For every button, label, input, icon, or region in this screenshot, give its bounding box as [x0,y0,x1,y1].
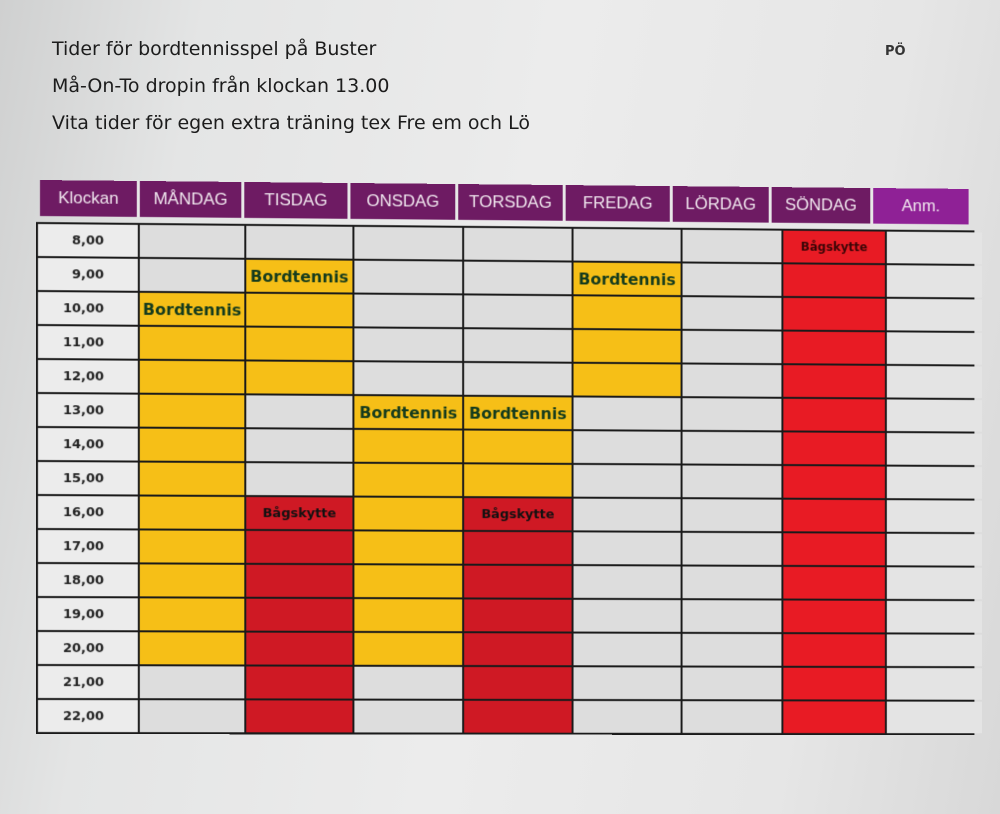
slot-cell [887,500,982,532]
author-initials: PÖ [885,44,906,59]
page-heading [52,34,530,145]
slot-cell [683,465,782,497]
bordtennis-cell [140,598,244,630]
slot-cell [887,634,982,666]
table-row [38,496,982,532]
bordtennis-cell [574,330,681,362]
bagskytte-cell [783,332,885,364]
bagskytte-cell [783,231,885,264]
bordtennis-cell [140,632,244,664]
bagskytte-cell [464,566,571,598]
bordtennis-cell [246,260,352,293]
slot-cell [354,667,462,699]
table-row [38,326,982,365]
slot-cell [574,667,681,699]
bordtennis-cell [354,498,462,530]
bagskytte-cell [783,701,885,733]
slot-cell [683,499,782,531]
slot-cell [683,432,782,464]
bagskytte-cell [464,633,571,665]
column-header-4: TORSDAG [458,184,565,221]
bagskytte-cell [783,399,885,431]
bordtennis-label: Bordtennis [578,269,676,289]
bagskytte-cell [783,365,885,397]
bordtennis-cell [140,327,244,360]
bordtennis-cell [574,263,681,296]
bagskytte-cell [783,668,885,700]
time-label: 20,00 [38,632,138,664]
bagskytte-cell [246,531,352,563]
table-row [38,224,982,264]
heading-line-2: Må-On-To dropin från klockan 13.00 [52,75,390,97]
slot-cell [354,328,462,361]
time-label: 10,00 [38,292,138,325]
bagskytte-label: Bågskytte [262,505,337,521]
slot-cell [683,566,782,598]
table-row [38,632,982,666]
slot-cell [574,532,681,564]
slot-cell [574,634,681,666]
slot-cell [887,433,982,465]
bagskytte-cell [783,432,885,464]
bordtennis-label: Bordtennis [250,266,349,287]
bagskytte-cell [783,601,885,633]
slot-cell [246,463,352,495]
bordtennis-label: Bordtennis [359,402,458,423]
grid-body [38,224,972,733]
slot-cell [140,225,244,258]
slot-cell [574,566,681,598]
time-label: 13,00 [38,394,138,427]
header-row [40,180,974,224]
bagskytte-cell [783,567,885,599]
schedule-table [36,180,974,735]
column-header-5: FREDAG [566,185,673,222]
bordtennis-cell [354,633,462,665]
bordtennis-label: Bordtennis [142,299,242,320]
bordtennis-cell [354,599,462,631]
bordtennis-cell [140,530,244,562]
bordtennis-cell [140,293,244,326]
slot-cell [574,465,681,497]
slot-cell [354,227,462,260]
slot-cell [887,366,982,398]
bordtennis-label: Bordtennis [469,403,567,423]
time-label: 16,00 [38,496,138,528]
slot-cell [354,701,462,733]
slot-cell [887,702,982,734]
slot-cell [887,332,982,364]
bordtennis-cell [354,464,462,496]
bordtennis-cell [140,395,244,428]
slot-cell [354,295,462,328]
table-row [38,598,982,633]
table-row [38,428,982,465]
bordtennis-cell [354,531,462,563]
bagskytte-cell [783,500,885,532]
time-label: 11,00 [38,326,138,359]
bordtennis-cell [140,497,244,529]
slot-cell [140,700,244,732]
bordtennis-cell [354,430,462,462]
slot-cell [683,701,782,733]
bordtennis-cell [140,564,244,596]
bagskytte-label: Bågskytte [800,239,868,255]
slot-cell [574,499,681,531]
bordtennis-cell [574,296,681,329]
table-row [38,666,982,700]
bordtennis-cell [246,294,352,327]
time-label: 17,00 [38,530,138,562]
slot-cell [574,600,681,632]
slot-cell [574,431,681,463]
heading-line-3: Vita tider för egen extra träning tex Fre em och Lö [52,112,530,134]
slot-cell [683,230,782,263]
bordtennis-cell [574,364,681,396]
bagskytte-cell [246,565,352,597]
column-header-8: Anm. [873,188,968,224]
schedule-grid [36,222,974,735]
bordtennis-cell [464,431,571,463]
slot-cell [683,668,782,700]
table-row [38,564,982,599]
column-header-0: Klockan [40,180,140,217]
table-row [38,292,982,331]
slot-cell [464,295,571,328]
column-header-7: SÖNDAG [772,187,874,224]
slot-cell [683,398,782,430]
slot-cell [683,297,782,329]
slot-cell [887,534,982,566]
column-header-1: MÅNDAG [140,181,244,218]
bagskytte-cell [464,532,571,564]
bordtennis-cell [140,361,244,394]
bordtennis-cell [464,464,571,496]
bagskytte-cell [783,533,885,565]
bagskytte-cell [246,666,352,698]
slot-cell [354,261,462,294]
slot-cell [354,362,462,395]
time-label: 19,00 [38,598,138,630]
table-row [38,360,982,398]
bagskytte-cell [464,498,571,530]
slot-cell [464,228,571,261]
table-row [38,394,982,432]
table-row [38,530,982,566]
slot-cell [683,263,782,295]
slot-cell [683,331,782,363]
bordtennis-cell [464,397,571,429]
time-label: 22,00 [38,700,138,732]
slot-cell [683,533,782,565]
bagskytte-cell [464,667,571,699]
slot-cell [464,329,571,362]
bagskytte-cell [464,701,571,733]
slot-cell [887,467,982,499]
bagskytte-cell [246,700,352,732]
time-label: 8,00 [38,224,138,257]
bordtennis-cell [140,463,244,495]
slot-cell [246,395,352,428]
slot-cell [887,299,982,331]
slot-cell [574,229,681,262]
bordtennis-cell [246,361,352,394]
slot-cell [887,668,982,700]
slot-cell [574,397,681,429]
table-row [38,258,982,298]
slot-cell [887,232,982,264]
bagskytte-cell [246,497,352,529]
bagskytte-cell [783,298,885,330]
bagskytte-cell [783,466,885,498]
slot-cell [683,364,782,396]
bordtennis-cell [140,429,244,462]
slot-cell [140,666,244,698]
slot-cell [887,567,982,599]
bagskytte-cell [246,599,352,631]
table-row [38,462,982,499]
slot-cell [887,601,982,633]
column-header-2: TISDAG [244,182,350,219]
table-row [38,700,982,733]
bagskytte-cell [464,599,571,631]
bagskytte-label: Bågskytte [481,506,555,522]
slot-cell [464,262,571,295]
slot-cell [574,701,681,733]
slot-cell [887,265,982,297]
time-label: 14,00 [38,428,138,461]
heading-line-1: Tider för bordtennisspel på Buster [52,38,377,60]
bagskytte-cell [783,264,885,296]
slot-cell [246,429,352,461]
bagskytte-cell [783,634,885,666]
time-label: 21,00 [38,666,138,698]
time-label: 15,00 [38,462,138,494]
time-label: 9,00 [38,258,138,291]
slot-cell [887,399,982,431]
bordtennis-cell [354,565,462,597]
slot-cell [683,600,782,632]
bordtennis-cell [246,328,352,361]
column-header-3: ONSDAG [350,183,458,220]
bagskytte-cell [246,633,352,665]
slot-cell [246,226,352,259]
slot-cell [683,634,782,666]
bordtennis-cell [354,396,462,428]
time-label: 18,00 [38,564,138,596]
time-label: 12,00 [38,360,138,393]
column-header-6: LÖRDAG [673,186,772,223]
slot-cell [464,363,571,395]
slot-cell [140,259,244,292]
